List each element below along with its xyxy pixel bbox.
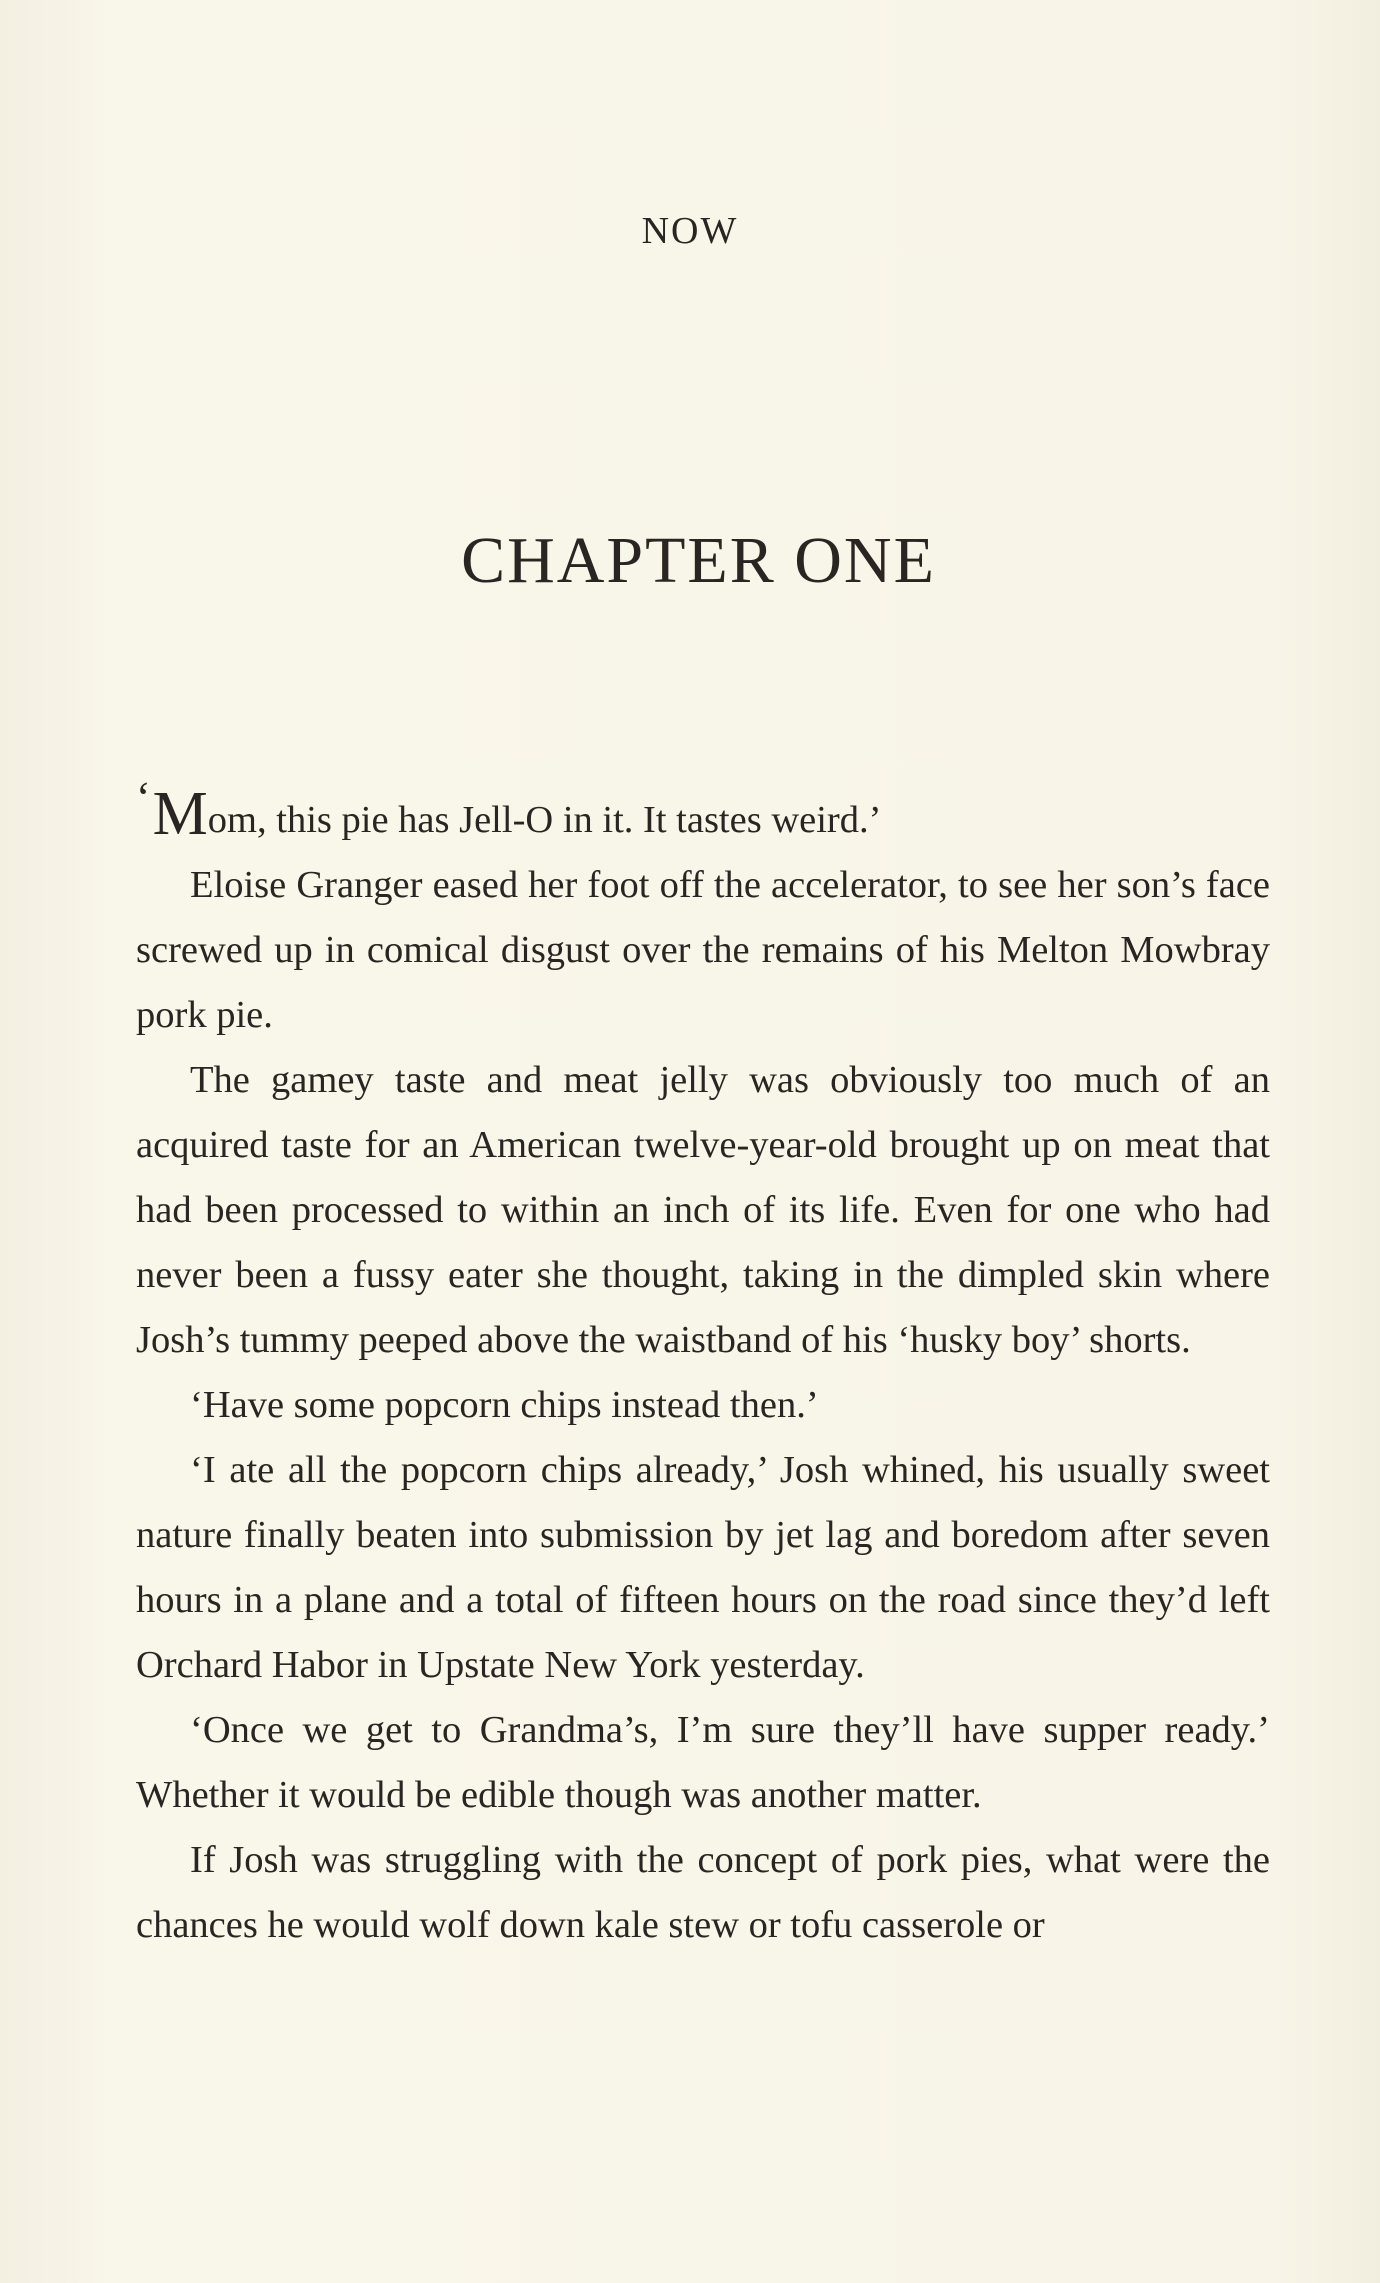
paragraph-1-text: om, this pie has Jell-O in it. It tastes weird.’ — [207, 799, 882, 841]
paragraph-2: Eloise Granger eased her foot off the accelerator, to see her son’s face screwed up in comical disgust over the remains of his Melton Mowbray pork pie. — [136, 864, 1270, 1036]
drop-cap — [136, 773, 208, 848]
paragraph-6: ‘Once we get to Grandma’s, I’m sure they’ll have supper ready.’ Whether it would be edible though was another matter. — [136, 1709, 1270, 1816]
paragraph-5: ‘I ate all the popcorn chips already,’ Josh whined, his usually sweet nature finally beaten into submission by jet lag and boredom after seven hours in a plane and a total of fifteen hours on the road since they’d left Orchard Habor in Upstate New York yesterday. — [136, 1449, 1270, 1686]
paragraph-1 — [136, 773, 1270, 853]
paragraph-4: ‘Have some popcorn chips instead then.’ — [190, 1384, 819, 1426]
section-label: NOW — [641, 210, 739, 252]
paragraph-3: The gamey taste and meat jelly was obviously too much of an acquired taste for an American twelve-year-old brought up on meat that had been processed to within an inch of its life. Even for one who had never been a fussy eater she thought, taking in the dimpled skin where Josh’s tummy peeped above the waistband of his ‘husky boy’ shorts. — [136, 1059, 1270, 1361]
opening-quote-mark: ‘ — [136, 773, 151, 822]
chapter-body — [136, 773, 1270, 1958]
paragraph-7: If Josh was struggling with the concept of pork pies, what were the chances he would wolf down kale stew or tofu casserole or — [136, 1839, 1270, 1946]
drop-cap-letter: M — [152, 780, 208, 848]
chapter-title: CHAPTER ONE — [461, 524, 936, 597]
